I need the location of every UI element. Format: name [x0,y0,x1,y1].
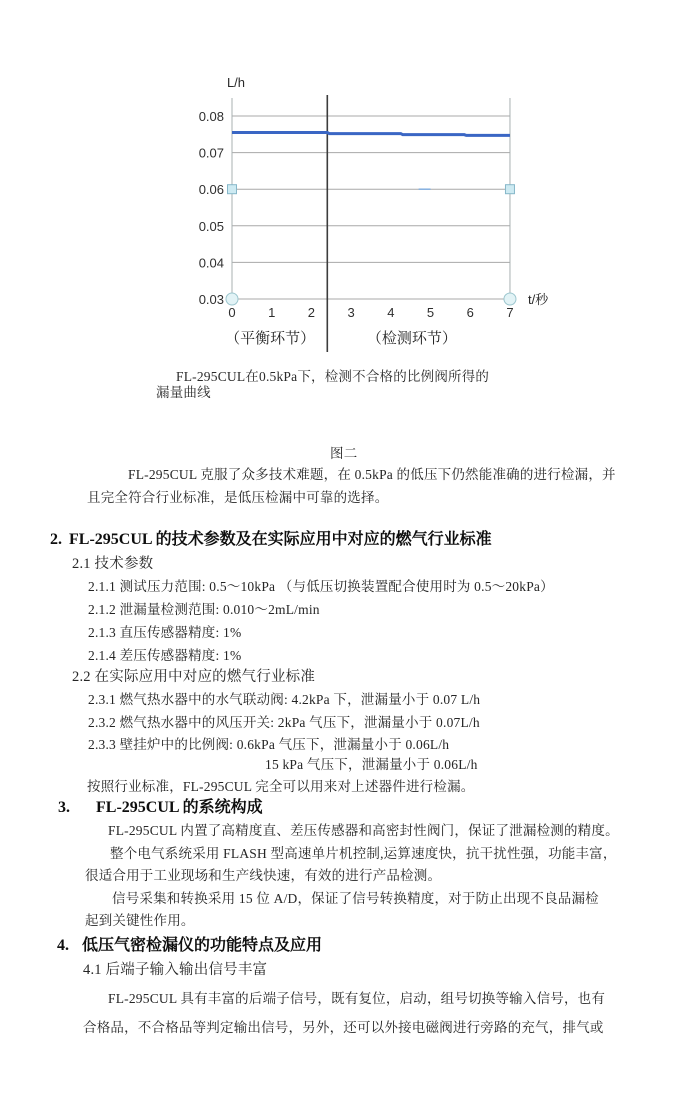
paragraph-line: 起到关键性作用。 [85,913,195,928]
x-axis-label: t/秒 [528,292,549,307]
intro-paragraph-line: FL-295CUL 克服了众多技术难题，在 0.5kPa 的低压下仍然能准确的进行检漏，并 [128,467,616,482]
paragraph-line: FL-295CUL 具有丰富的后端子信号，既有复位，启动，组号切换等输入信号，也有 [108,991,606,1006]
spec-item: 2.3.3 壁挂炉中的比例阀: 0.6kPa 气压下，泄漏量小于 0.06L/h [88,737,450,752]
phase-label: （平衡环节） [225,331,316,347]
x-tick-label: 3 [347,305,355,320]
spec-item: 2.1.2 泄漏量检测范围: 0.010～2mL/min [88,602,320,617]
circle-marker [504,293,516,305]
section-4-title: 低压气密检漏仪的功能特点及应用 [82,937,323,954]
y-tick-label: 0.05 [198,218,224,234]
x-tick-label: 5 [426,305,435,320]
circle-marker [226,293,238,305]
spec-item: 2.1.4 差压传感器精度: 1% [88,648,242,663]
section-4-heading [57,932,322,955]
leakage-curve-chart [0,0,700,400]
y-tick-label: 0.03 [198,292,224,307]
paragraph-line: 信号采集和转换采用 15 位 A/D，保证了信号转换精度，对于防止出现不良品漏检 [112,891,599,906]
section-2-title: FL-295CUL 的技术参数及在实际应用中对应的燃气行业标准 [69,531,492,548]
x-tick-label: 4 [387,305,395,320]
x-tick-label: 6 [466,305,474,320]
x-tick-label: 7 [506,305,514,320]
intro-paragraph-line: 且完全符合行业标准，是低压检漏中可靠的选择。 [87,490,389,505]
figure-label: 图二 [330,446,358,461]
spec-item: 按照行业标准，FL-295CUL 完全可以用来对上述器件进行检漏。 [87,779,475,794]
section-4-number: 4. [57,937,69,954]
spec-item: 2.1.1 测试压力范围: 0.5～10kPa （与低压切换装置配合使用时为 0.5～20kPa） [88,579,554,594]
spec-item: 2.1 技术参数 [72,556,154,572]
y-tick-label: 0.04 [198,255,224,271]
x-tick-label: 0 [228,305,236,320]
paragraph-line: FL-295CUL 内置了高精度直、差压传感器和高密封性阀门，保证了泄漏检测的精度。 [108,823,619,838]
x-tick-label: 1 [268,305,276,320]
spec-item: 2.1.3 直压传感器精度: 1% [88,625,242,640]
square-marker [505,185,514,194]
section-3-title: FL-295CUL 的系统构成 [96,799,263,816]
phase-label: （检测环节） [366,331,457,347]
y-tick-label: 0.06 [198,182,224,198]
paragraph-line: 很适合用于工业现场和生产线快速，有效的进行产品检测。 [85,868,442,883]
y-tick-label: 0.07 [198,145,224,161]
section-2-number: 2. [50,531,62,548]
section-3-number: 3. [58,799,70,816]
x-tick-label: 2 [307,305,316,320]
section-2-heading [50,526,492,549]
leakage-line-series [232,132,510,135]
paragraph-line: 合格品，不合格品等判定输出信号，另外，还可以外接电磁阀进行旁路的充气，排气或 [83,1020,604,1035]
square-marker [228,185,237,194]
y-tick-label: 0.08 [198,109,224,124]
y-axis-label: L/h [226,75,246,90]
paragraph-line: 整个电气系统采用 FLASH 型高速单片机控制,运算速度快，抗干扰性强，功能丰富， [110,846,617,861]
figure-caption-line-2: 漏量曲线 [156,385,211,400]
spec-item: 2.2 在实际应用中对应的燃气行业标准 [72,669,316,685]
spec-item-continuation: 15 kPa 气压下，泄漏量小于 0.06L/h [265,757,478,772]
section-3-heading [58,794,263,817]
section-4-subheading: 4.1 后端子输入输出信号丰富 [83,962,268,978]
spec-item: 2.3.2 燃气热水器中的风压开关: 2kPa 气压下，泄漏量小于 0.07L/h [88,715,480,730]
spec-item: 2.3.1 燃气热水器中的水气联动阀: 4.2kPa 下，泄漏量小于 0.07 L/h [88,692,481,707]
figure-caption-line-1: FL-295CUL在0.5kPa下，检测不合格的比例阀所得的 [176,369,490,384]
